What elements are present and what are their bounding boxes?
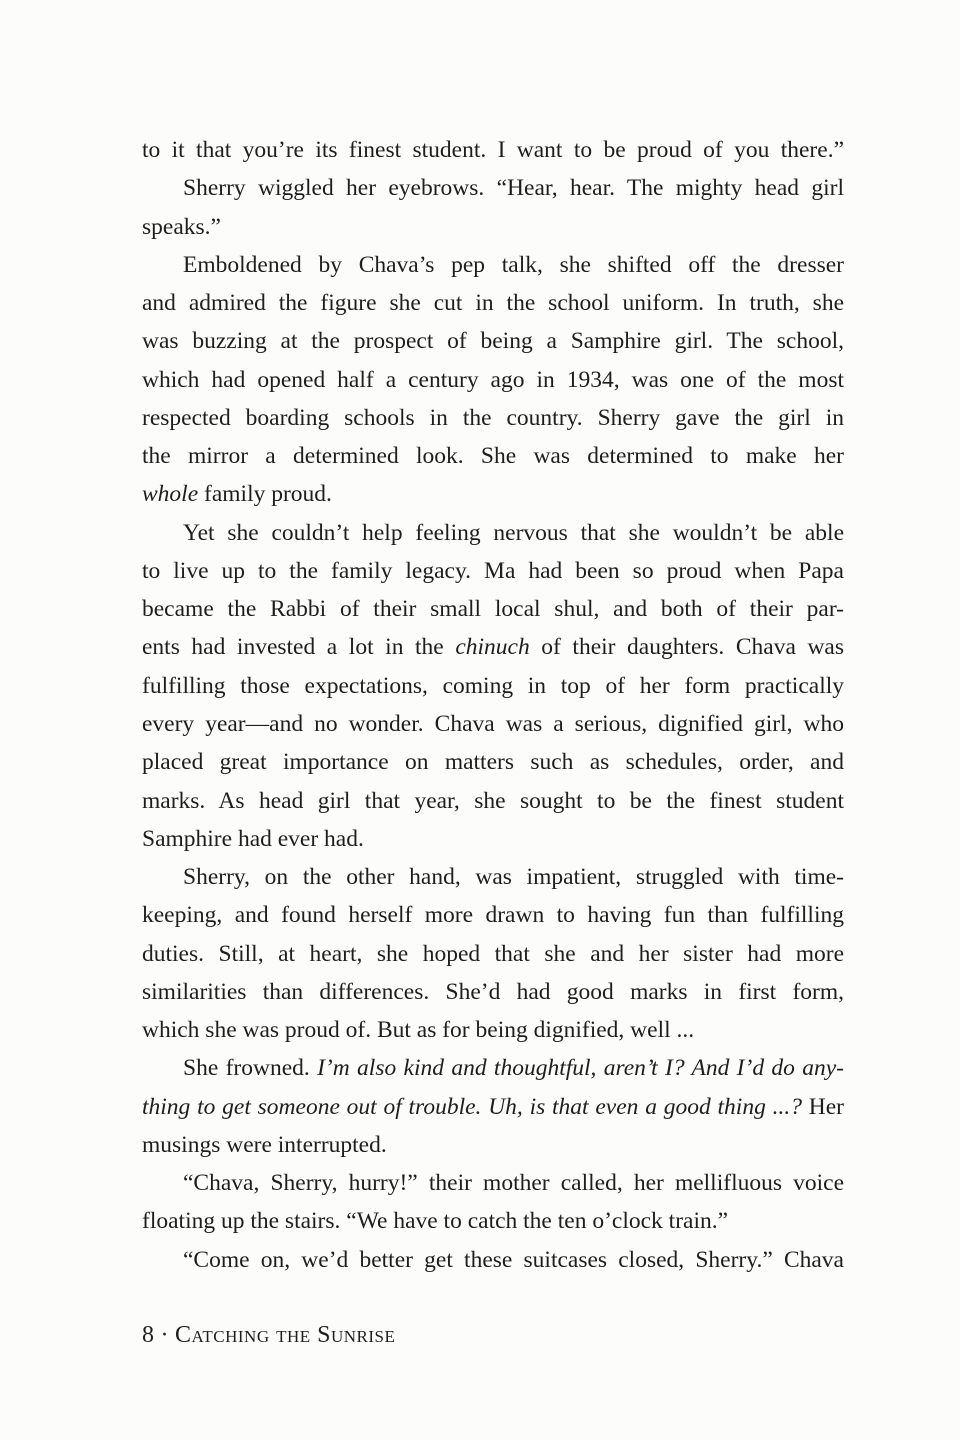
italic-text-segment: whole — [142, 481, 199, 508]
text-segment: to live up to the family legacy. Ma had been so proud when Papa — [142, 557, 844, 584]
italic-text-segment: thing to get someone out of trouble. Uh, is that even a good thing ...? — [142, 1093, 802, 1120]
text-segment: Sherry, on the other hand, was impatient, struggled with time- — [183, 864, 844, 891]
page-number: 8 — [142, 1322, 155, 1348]
text-segment: duties. Still, at heart, she hoped that she and her sister had more — [142, 940, 844, 967]
text-segment: musings were interrupted. — [142, 1131, 387, 1158]
text-segment: was buzzing at the prospect of being a Samphire girl. The school, — [142, 328, 844, 355]
text-segment: which had opened half a century ago in 1934, was one of the most — [142, 366, 844, 393]
text-line — [142, 361, 844, 399]
page-footer — [142, 1323, 395, 1347]
text-segment: She frowned. — [183, 1055, 318, 1082]
text-segment: became the Rabbi of their small local shul, and both of their par- — [142, 596, 844, 623]
page-body-text — [142, 131, 844, 1279]
text-line — [142, 896, 844, 934]
text-segment: Emboldened by Chava’s pep talk, she shifted off the dresser — [183, 251, 844, 278]
text-segment: respected boarding schools in the country. Sherry gave the girl in — [142, 404, 844, 431]
text-segment: speaks.” — [142, 213, 221, 240]
text-line — [142, 1241, 844, 1279]
text-line — [142, 973, 844, 1011]
text-segment: every year—and no wonder. Chava was a serious, dignified girl, who — [142, 710, 844, 737]
text-segment: Yet she couldn’t help feeling nervous that she wouldn’t be able — [183, 519, 844, 546]
text-line — [142, 1049, 844, 1087]
text-segment: ents had invested a lot in the — [142, 634, 456, 661]
text-line — [142, 1011, 844, 1049]
text-line — [142, 935, 844, 973]
text-segment: and admired the figure she cut in the school uniform. In truth, she — [142, 290, 844, 317]
text-segment: which she was proud of. But as for being dignified, well ... — [142, 1017, 695, 1044]
text-line — [142, 514, 844, 552]
text-line — [142, 628, 844, 666]
text-line — [142, 169, 844, 207]
text-line — [142, 399, 844, 437]
text-segment: Samphire had ever had. — [142, 825, 364, 852]
text-segment: keeping, and found herself more drawn to having fun than fulfilling — [142, 902, 844, 929]
text-segment: Her — [801, 1093, 844, 1120]
italic-text-segment: chinuch — [455, 634, 530, 661]
text-segment: fulfilling those expectations, coming in top of her form practically — [142, 672, 844, 699]
footer-separator: · — [160, 1322, 169, 1348]
text-line — [142, 131, 844, 169]
text-line — [142, 782, 844, 820]
text-line — [142, 1126, 844, 1164]
text-line — [142, 208, 844, 246]
text-line — [142, 667, 844, 705]
text-segment: placed great importance on matters such as schedules, order, and — [142, 749, 844, 776]
text-segment: the mirror a determined look. She was determined to make her — [142, 443, 844, 470]
italic-text-segment: I’m also kind and thoughtful, aren’t I? And I’d do any- — [317, 1055, 844, 1082]
text-segment: floating up the stairs. “We have to catch the ten o’clock train.” — [142, 1208, 729, 1235]
text-segment: family proud. — [198, 481, 332, 508]
text-segment: “Come on, we’d better get these suitcases closed, Sherry.” Chava — [183, 1246, 844, 1273]
text-segment: of their daughters. Chava was — [529, 634, 844, 661]
text-segment: Sherry wiggled her eyebrows. “Hear, hear. The mighty head girl — [183, 175, 844, 202]
text-line — [142, 1088, 844, 1126]
text-line — [142, 1164, 844, 1202]
text-segment: marks. As head girl that year, she sought to be the finest student — [142, 787, 844, 814]
text-line — [142, 322, 844, 360]
text-line — [142, 284, 844, 322]
text-line — [142, 705, 844, 743]
text-segment: “Chava, Sherry, hurry!” their mother called, her mellifluous voice — [183, 1170, 844, 1197]
text-line — [142, 1202, 844, 1240]
text-segment: to it that you’re its finest student. I want to be proud of you there.” — [142, 137, 844, 163]
text-line — [142, 590, 844, 628]
text-segment: similarities than differences. She’d had good marks in first form, — [142, 978, 844, 1005]
text-line — [142, 552, 844, 590]
text-line — [142, 437, 844, 475]
text-line — [142, 743, 844, 781]
running-title: Catching the Sunrise — [175, 1322, 396, 1348]
text-line — [142, 475, 844, 513]
text-line — [142, 858, 844, 896]
text-line — [142, 820, 844, 858]
text-line — [142, 246, 844, 284]
